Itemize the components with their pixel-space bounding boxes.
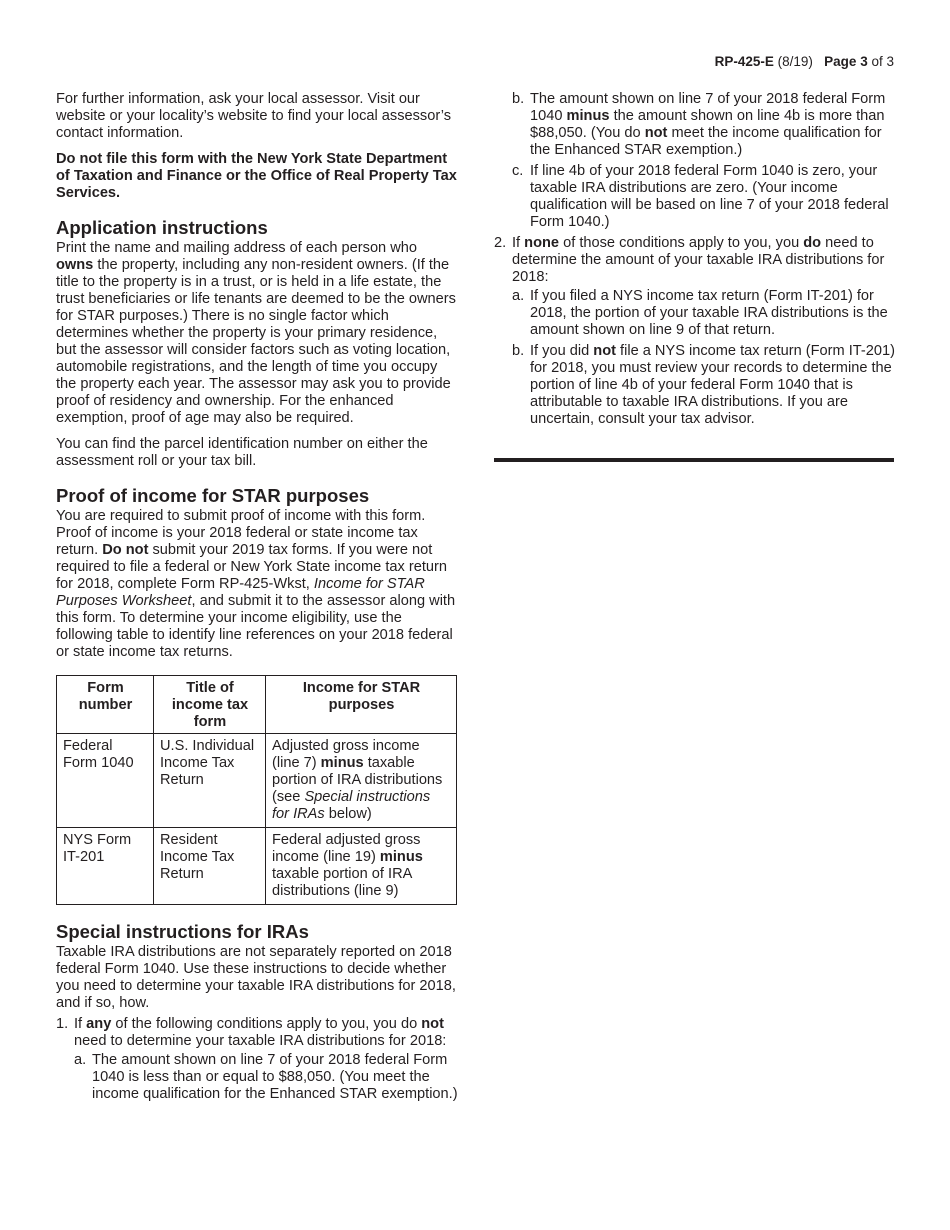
section-divider xyxy=(494,458,894,462)
proof-of-income-heading: Proof of income for STAR purposes xyxy=(56,485,370,506)
list-item xyxy=(494,91,896,231)
sub-list xyxy=(512,91,896,231)
table-cell: U.S. Individual Income Tax Return xyxy=(154,734,266,828)
sub-list xyxy=(74,1052,458,1103)
ira-condition-list-continued xyxy=(494,91,896,428)
ira-condition-list xyxy=(56,1016,458,1103)
table-row xyxy=(57,734,457,828)
page-label: Page 3 xyxy=(824,54,868,69)
list-marker: b. xyxy=(512,343,525,359)
table-header-cell: Form number xyxy=(57,676,154,734)
list-marker: b. xyxy=(512,91,525,107)
list-marker: 1. xyxy=(56,1016,69,1032)
table-header-cell: Income for STAR purposes xyxy=(266,676,457,734)
parcel-id-paragraph: You can find the parcel identification number on either the assessment roll or your tax bill. xyxy=(56,436,428,469)
table-header-row xyxy=(57,676,457,734)
list-marker: c. xyxy=(512,163,524,179)
application-instructions-paragraph: Print the name and mailing address of each person who owns the property, including any non-resident owners. (If the title to the property is in a trust, or is held in a life estate, the trust beneficiaries or life tenants are deemed to be the owners for STAR purposes.) There is no single factor which determines whether the property is your primary residence, but the assessor will consider factors such as voting location, automobile registrations, and the length of time you occupy the property each year. The assessor may ask you to provide proof of residency and ownership. For the enhanced exemption, proof of age may also be required. xyxy=(56,240,456,426)
table-cell: Adjusted gross income (line 7) minus taxable portion of IRA distributions (see Special instructions for IRAs below) xyxy=(266,734,457,828)
application-instructions-heading: Application instructions xyxy=(56,217,268,238)
list-item: c. If line 4b of your 2018 federal Form 1040 is zero, your taxable IRA distributions are zero. (Your income qualification will be based on line 7 of your 2018 federal Form 1040.) xyxy=(512,163,889,230)
list-item: b. The amount shown on line 7 of your 2018 federal Form 1040 minus the amount shown on line 4b is more than $88,050. (You do not meet the income qualification for the Enhanced STAR exemption.) xyxy=(512,91,886,158)
table-cell: Resident Income Tax Return xyxy=(154,828,266,905)
table-cell: Federal adjusted gross income (line 19) minus taxable portion of IRA distributions (line 9) xyxy=(266,828,457,905)
income-reference-table xyxy=(56,675,457,905)
ira-intro-paragraph: Taxable IRA distributions are not separately reported on 2018 federal Form 1040. Use these instructions to decide whether you need to determine your taxable IRA distributions for 2018, and if so, how. xyxy=(56,944,456,1011)
list-item: 1. If any of the following conditions apply to you, you do not need to determine your taxable IRA distributions for 2018: a. The amount shown on line 7 of your 2018 federal Form 1040 is less than or equal to $88,050. (You meet the income qualification for the Enhanced STAR exemption.) xyxy=(56,1016,458,1102)
table-cell: Federal Form 1040 xyxy=(57,734,154,828)
list-marker: a. xyxy=(512,288,525,304)
list-marker: a. xyxy=(74,1052,87,1068)
page-header xyxy=(715,53,894,70)
list-marker: 2. xyxy=(494,235,507,251)
list-item: 2. If none of those conditions apply to you, you do need to determine the amount of your taxable IRA distributions for 2018: a. If you filed a NYS income tax return (Form IT-201) for 2018, the portion of your taxable IRA distributions is the amount shown on line 9 of that return. b. If you did not file a NYS income tax return (Form IT-201) for 2018, you must review your records to determine the portion of line 4b of your federal Form 1040 that is attributable to taxable IRA distributions. If you are uncertain, consult your tax advisor. xyxy=(494,235,895,427)
table-header-cell: Title of income tax form xyxy=(154,676,266,734)
form-id: RP-425-E xyxy=(714,54,774,69)
page-of: of 3 xyxy=(871,54,894,69)
do-not-file-notice: Do not file this form with the New York State Department of Taxation and Finance or the Office of Real Property Tax Services. xyxy=(56,151,457,201)
proof-of-income-paragraph: You are required to submit proof of income with this form. Proof of income is your 2018 federal or state income tax return. Do not submit your 2019 tax forms. If you were not required to file a federal or New York State income tax return for 2018, complete Form RP-425-Wkst, Income for STAR Purposes Worksheet, and submit it to the assessor along with this form. To determine your income eligibility, use the following table to identify line references on your 2018 federal or state income tax returns. xyxy=(56,508,456,660)
further-info-paragraph: For further information, ask your local assessor. Visit our website or your locality’s website to find your local assessor’s contact information. xyxy=(56,91,452,141)
form-revision: (8/19) xyxy=(777,54,813,69)
left-column xyxy=(56,91,458,1107)
table-row xyxy=(57,828,457,905)
right-column xyxy=(494,91,896,462)
list-item: a. If you filed a NYS income tax return (Form IT-201) for 2018, the portion of your taxable IRA distributions is the amount shown on line 9 of that return. xyxy=(512,288,888,338)
list-item: a. The amount shown on line 7 of your 2018 federal Form 1040 is less than or equal to $88,050. (You meet the income qualification for the Enhanced STAR exemption.) xyxy=(74,1052,458,1102)
sub-list xyxy=(512,288,896,428)
table-cell: NYS Form IT-201 xyxy=(57,828,154,905)
ira-instructions-heading: Special instructions for IRAs xyxy=(56,921,309,942)
list-item: b. If you did not file a NYS income tax return (Form IT-201) for 2018, you must review your records to determine the portion of line 4b of your federal Form 1040 that is attributable to taxable IRA distributions. If you are uncertain, consult your tax advisor. xyxy=(512,343,895,427)
